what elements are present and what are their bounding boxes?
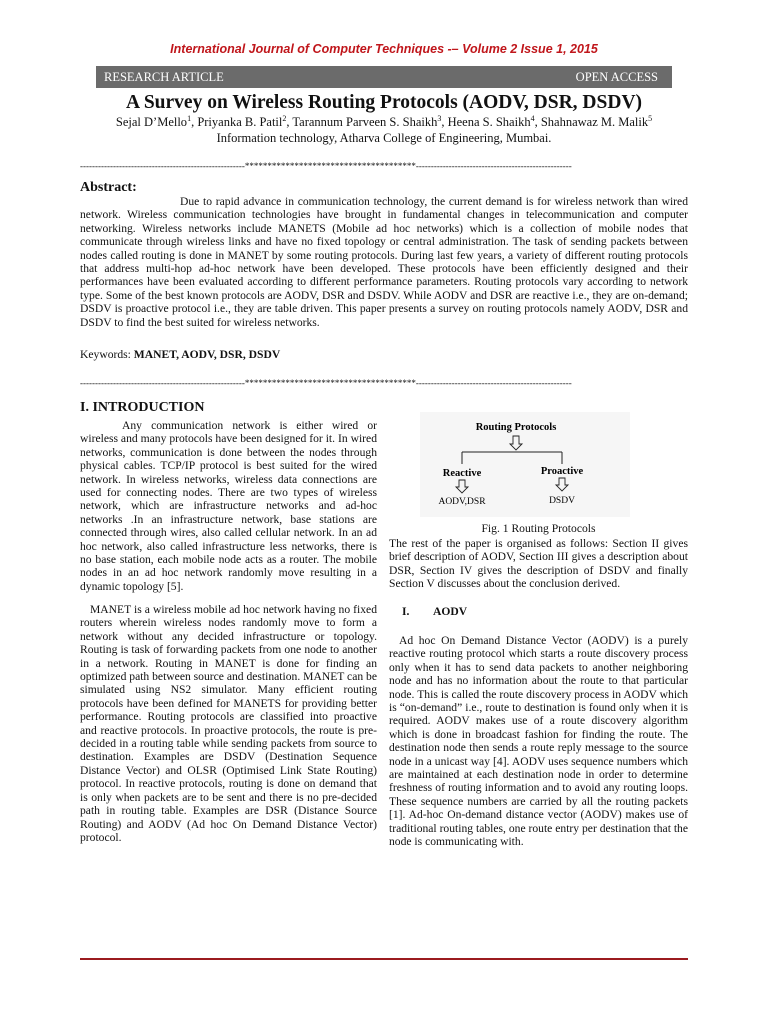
figure-caption: Fig. 1 Routing Protocols <box>481 522 596 535</box>
separator-top: -------------------------------------------------------**************************************---------------------------------------------------- <box>80 161 572 171</box>
keywords <box>80 348 280 361</box>
footer-rule <box>80 958 688 960</box>
author: , Shahnawaz M. Malik <box>534 115 649 130</box>
abstract-heading: Abstract: <box>80 180 137 195</box>
open-access-label: OPEN ACCESS <box>575 70 658 84</box>
paper-title: A Survey on Wireless Routing Protocols (AODV, DSR, DSDV) <box>125 92 643 113</box>
section-title: AODV <box>433 605 468 618</box>
figure-proactive-leaf: DSDV <box>549 496 575 506</box>
affil-mark: 2 <box>282 114 287 123</box>
author: Sejal D’Mello <box>115 115 188 130</box>
intro-paragraph-1: Any communication network is either wired or wireless and many protocols have been designed for it. In wired networks, communication is done between the nodes through physical cables. TCP/IP protocol is best suited for the wired network. In wireless networks, wireless data connections are used for connecting nodes. There are two types of wireless network, which are infrastructure networks and ad-hoc networks .In an infrastructure network, base stations are connected through wires, also called cellular network. In an ad hoc network, also called infrastructure less networks, there is no base station, each mobile node acts as a router. The mobile nodes in an ad hoc network randomly move resulting in a dynamic topology [5]. <box>80 419 377 593</box>
affil-mark: 1 <box>187 114 192 123</box>
author: , Priyanka B. Patil <box>191 115 283 130</box>
intro-paragraph-2: MANET is a wireless mobile ad hoc network having no fixed routers wherein wireless nodes randomly move to form a network without any decided infrastructure or topology. Routing is task of forwarding packets from one node to another in a network. Routing in MANET is done for finding an optimized path between source and destination. MANET can be simulated using NS2 simulator. Many efficient routing protocols have been defined for MANETS for providing better performance. Routing protocols are classified into proactive and reactive protocols. In proactive protocols, the route is pre-decided in a routing table while sending packets from source to destination. Examples are DSDV (Destination Sequence Distance Vector) and OLSR (Optimised Link State Routing) protocol. In reactive protocols, routing is done on demand that is only when packets are to be sent and there is no pre-decided path in routing table. Examples are DSR (Distance Source Routing) and AODV (Ad hoc On Demand Distance Vector) protocol. <box>80 603 377 844</box>
keywords-label: Keywords: <box>80 348 134 361</box>
paper-organisation-paragraph: The rest of the paper is organised as follows: Section II gives brief description of AODV, Section III gives a description about DSR, Section IV gives the description of DSDV and finally Section V discusses about the conclusion derived. <box>389 537 688 591</box>
journal-header: International Journal of Computer Techniques -– Volume 2 Issue 1, 2015 <box>170 42 598 56</box>
figure-root-label: Routing Protocols <box>475 422 557 433</box>
research-article-label: RESEARCH ARTICLE <box>104 70 224 84</box>
affiliation: Information technology, Atharva College of Engineering, Mumbai. <box>216 131 552 145</box>
authors <box>0 114 768 130</box>
article-type-bar <box>96 66 672 88</box>
aodv-paragraph: Ad hoc On Demand Distance Vector (AODV) is a purely reactive routing protocol which starts a route discovery process only when it has to send data packets to another neighboring node and has no information about the route to that particular node. This is called the route discovery process in AODV which is “on-demand” i.e., route to destination is found only when it is required. AODV makes use of a route discovery algorithm which is done in broadcast fashion for finding the route. The destination node then sends a route reply message to the source node in a unicast way [4]. AODV uses sequence numbers which are maintained at each destination node in order to determine freshness of routing information and to avoid any routing loops. These sequence numbers are carried by all the routing packets [1]. Ad-hoc On-demand distance vector (AODV) makes use of traditional routing tables, one route entry per destination that the node is communicating with. <box>389 634 688 849</box>
figure-proactive-label: Proactive <box>540 466 584 477</box>
figure-reactive-label: Reactive <box>442 468 482 479</box>
affil-mark: 5 <box>648 114 653 123</box>
separator-bottom: -------------------------------------------------------**************************************---------------------------------------------------- <box>80 378 572 388</box>
affil-mark: 3 <box>437 114 442 123</box>
affil-mark: 4 <box>530 114 535 123</box>
section-heading-aodv <box>402 605 468 618</box>
routing-protocols-figure <box>420 412 630 517</box>
figure-reactive-leaf: AODV,DSR <box>438 497 486 507</box>
abstract-text: Due to rapid advance in communication technology, the current demand is for wireless network than wired network. Wireless communication technologies have brought in fundamental changes in telecommunication and computer networking. Wireless networks include MANETS (Mobile ad hoc networks) which is a collection of mobile nodes that communicate through wireless links and have no fixed topology or central administration. The task of sending packets between nodes called routing is done in MANET by some routing protocols. During last few years, a variety of different routing protocols that address multi-hop ad-hoc network have been developed. These protocols have been efficiently designed and their performances have been evaluated according to different performance parameters. Routing protocols vary according to network type. Some of the best known protocols are AODV, DSR and DSDV. While AODV and DSR are reactive i.e., they are on-demand; DSDV is proactive protocol i.e., they are table driven. This paper presents a survey on routing protocols namely AODV, DSR and DSDV to find the best suited for wireless networks. <box>80 195 688 329</box>
keywords-value: MANET, AODV, DSR, DSDV <box>133 348 281 361</box>
author: , Tarannum Parveen S. Shaikh <box>286 115 438 130</box>
author: , Heena S. Shaikh <box>441 115 531 130</box>
section-number: I. <box>402 605 410 618</box>
section-heading-introduction: I. INTRODUCTION <box>80 400 205 415</box>
